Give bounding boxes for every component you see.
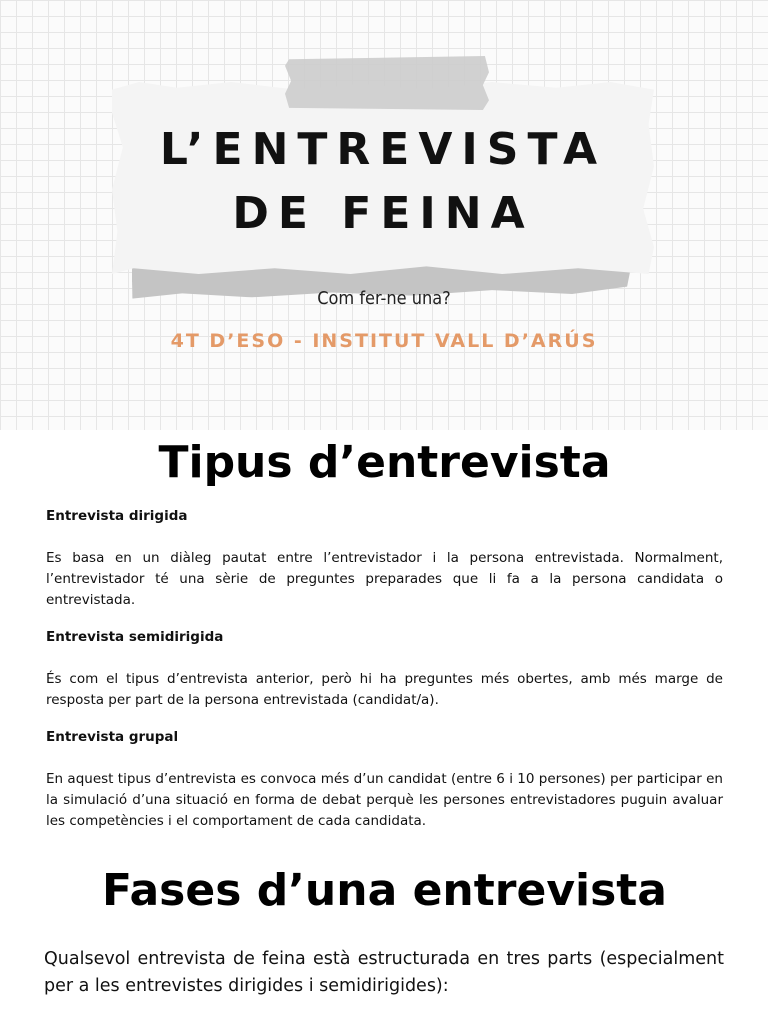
type-description: Es basa en un diàleg pautat entre l’entrevistador i la persona entrevistada. Normalment, l’entrevistador té una sèrie de preguntes preparades que li fa a la persona candidata o entrevistada. — [46, 550, 723, 608]
type-description: És com el tipus d’entrevista anterior, però hi ha preguntes més obertes, amb més marge de resposta per part de la persona entrevistada (candidat/a). — [46, 671, 723, 708]
cover-title-line-1: L’ENTREVISTA — [159, 124, 607, 175]
type-title: Entrevista semidirigida — [46, 629, 224, 645]
type-title: Entrevista dirigida — [46, 508, 188, 524]
phases-intro: Qualsevol entrevista de feina està estructurada en tres parts (especialment per a les entrevistes dirigides i semidirigides): — [44, 949, 724, 996]
document-content — [46, 430, 723, 922]
cover-subtitle: Com fer-ne una? — [317, 288, 451, 309]
type-item-group — [46, 727, 723, 832]
cover-title-line-2: DE FEINA — [232, 188, 534, 239]
type-description: En aquest tipus d’entrevista es convoca més d’un candidat (entre 6 i 10 persones) per participar en la simulació d’una situació en forma de debat perquè les persones entrevistadores puguin avaluar les competències i el comportament de cada candidata. — [46, 771, 723, 829]
cover-school-line: 4T D’ESO - INSTITUT VALL D’ARÚS — [170, 330, 598, 352]
cover-title — [112, 118, 654, 246]
type-item-semidirected — [46, 627, 723, 711]
type-title: Entrevista grupal — [46, 729, 179, 745]
tape-strip — [285, 56, 489, 110]
types-heading: Tipus d’entrevista — [158, 437, 611, 488]
type-item-directed — [46, 506, 723, 611]
phases-heading: Fases d’una entrevista — [102, 865, 667, 916]
